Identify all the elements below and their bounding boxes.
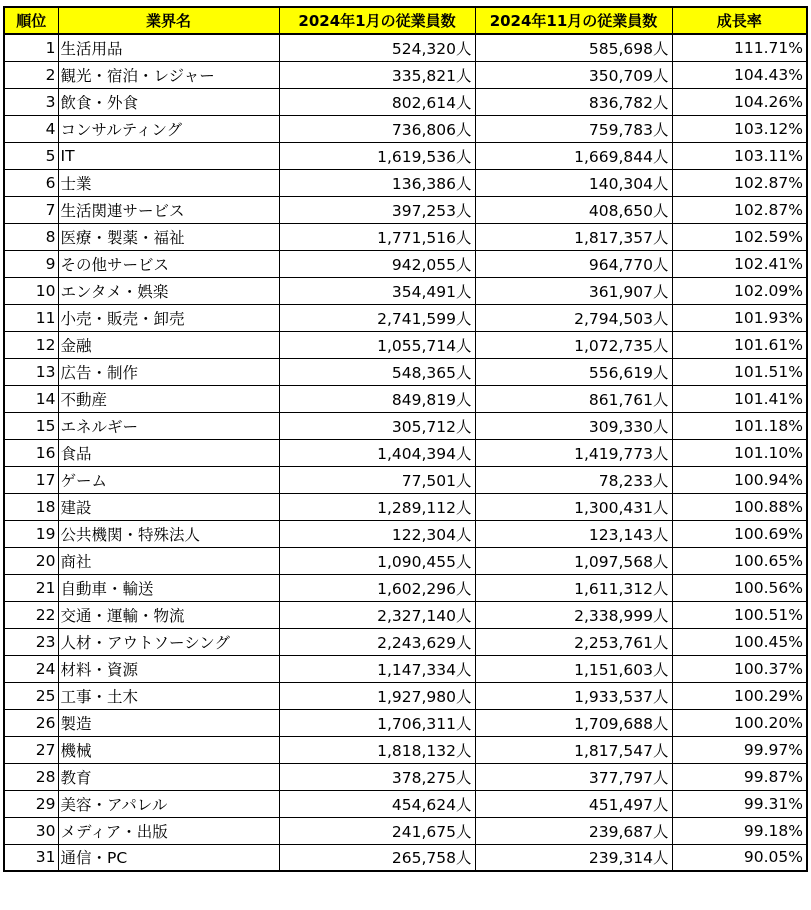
growth-rate-cell: 102.41%	[672, 250, 807, 277]
header-row	[4, 7, 807, 34]
growth-rate-cell: 100.88%	[672, 493, 807, 520]
growth-rate-cell: 99.18%	[672, 817, 807, 844]
jan-employees-cell: 122,304人	[279, 520, 475, 547]
growth-rate-cell: 104.43%	[672, 61, 807, 88]
rank-cell: 19	[4, 520, 58, 547]
industry-name-cell: 美容・アパレル	[58, 790, 279, 817]
growth-rate-cell: 100.65%	[672, 547, 807, 574]
industry-name-cell: 機械	[58, 736, 279, 763]
table-row	[4, 601, 807, 628]
growth-rate-cell: 99.97%	[672, 736, 807, 763]
table-row	[4, 358, 807, 385]
rank-cell: 5	[4, 142, 58, 169]
table-row	[4, 223, 807, 250]
rank-cell: 25	[4, 682, 58, 709]
nov-employees-cell: 1,669,844人	[475, 142, 672, 169]
industry-name-cell: 広告・制作	[58, 358, 279, 385]
nov-employees-cell: 556,619人	[475, 358, 672, 385]
industry-name-cell: 建設	[58, 493, 279, 520]
jan-employees-cell: 1,147,334人	[279, 655, 475, 682]
industry-name-cell: エンタメ・娯楽	[58, 277, 279, 304]
rank-cell: 6	[4, 169, 58, 196]
rank-cell: 29	[4, 790, 58, 817]
nov-employees-cell: 2,253,761人	[475, 628, 672, 655]
jan-employees-cell: 335,821人	[279, 61, 475, 88]
growth-rate-cell: 101.10%	[672, 439, 807, 466]
growth-rate-cell: 111.71%	[672, 34, 807, 61]
rank-cell: 18	[4, 493, 58, 520]
jan-employees-cell: 802,614人	[279, 88, 475, 115]
table-row	[4, 61, 807, 88]
rank-cell: 7	[4, 196, 58, 223]
rank-cell: 14	[4, 385, 58, 412]
table-row	[4, 169, 807, 196]
jan-employees-cell: 1,404,394人	[279, 439, 475, 466]
jan-employees-cell: 354,491人	[279, 277, 475, 304]
jan-employees-cell: 1,706,311人	[279, 709, 475, 736]
growth-rate-cell: 102.59%	[672, 223, 807, 250]
jan-employees-cell: 241,675人	[279, 817, 475, 844]
table-row	[4, 142, 807, 169]
nov-employees-cell: 451,497人	[475, 790, 672, 817]
nov-employees-cell: 964,770人	[475, 250, 672, 277]
rank-cell: 24	[4, 655, 58, 682]
growth-rate-cell: 101.61%	[672, 331, 807, 358]
rank-cell: 8	[4, 223, 58, 250]
industry-name-cell: メディア・出版	[58, 817, 279, 844]
industry-name-cell: 小売・販売・卸売	[58, 304, 279, 331]
growth-rate-cell: 101.41%	[672, 385, 807, 412]
jan-employees-cell: 1,090,455人	[279, 547, 475, 574]
industry-name-cell: エネルギー	[58, 412, 279, 439]
nov-employees-cell: 350,709人	[475, 61, 672, 88]
industry-name-cell: 人材・アウトソーシング	[58, 628, 279, 655]
jan-employees-cell: 397,253人	[279, 196, 475, 223]
table-row	[4, 682, 807, 709]
growth-rate-cell: 102.87%	[672, 169, 807, 196]
industry-name-cell: ゲーム	[58, 466, 279, 493]
industry-name-cell: 医療・製薬・福祉	[58, 223, 279, 250]
nov-employees-cell: 78,233人	[475, 466, 672, 493]
nov-employees-cell: 1,817,357人	[475, 223, 672, 250]
table-row	[4, 817, 807, 844]
table-row	[4, 844, 807, 871]
jan-employees-cell: 1,602,296人	[279, 574, 475, 601]
jan-employees-cell: 265,758人	[279, 844, 475, 871]
industry-name-cell: 生活関連サービス	[58, 196, 279, 223]
growth-rate-cell: 100.45%	[672, 628, 807, 655]
table-row	[4, 547, 807, 574]
table-row	[4, 763, 807, 790]
rank-cell: 21	[4, 574, 58, 601]
nov-employees-cell: 836,782人	[475, 88, 672, 115]
nov-employees-cell: 2,794,503人	[475, 304, 672, 331]
rank-cell: 12	[4, 331, 58, 358]
jan-employees-cell: 1,619,536人	[279, 142, 475, 169]
industry-name-cell: 製造	[58, 709, 279, 736]
rank-cell: 16	[4, 439, 58, 466]
table-row	[4, 196, 807, 223]
industry-name-cell: 工事・土木	[58, 682, 279, 709]
table-row	[4, 412, 807, 439]
header-industry: 業界名	[58, 7, 279, 34]
table-body	[4, 34, 807, 871]
header-nov-employees: 2024年11月の従業員数	[475, 7, 672, 34]
nov-employees-cell: 1,072,735人	[475, 331, 672, 358]
rank-cell: 31	[4, 844, 58, 871]
nov-employees-cell: 1,611,312人	[475, 574, 672, 601]
table-row	[4, 34, 807, 61]
growth-rate-cell: 100.56%	[672, 574, 807, 601]
growth-rate-cell: 100.37%	[672, 655, 807, 682]
jan-employees-cell: 736,806人	[279, 115, 475, 142]
rank-cell: 4	[4, 115, 58, 142]
header-jan-employees: 2024年1月の従業員数	[279, 7, 475, 34]
rank-cell: 27	[4, 736, 58, 763]
header-growth-rate: 成長率	[672, 7, 807, 34]
nov-employees-cell: 1,300,431人	[475, 493, 672, 520]
industry-name-cell: 飲食・外食	[58, 88, 279, 115]
industry-growth-table	[3, 6, 808, 872]
growth-rate-cell: 99.31%	[672, 790, 807, 817]
nov-employees-cell: 2,338,999人	[475, 601, 672, 628]
rank-cell: 10	[4, 277, 58, 304]
jan-employees-cell: 77,501人	[279, 466, 475, 493]
growth-rate-cell: 99.87%	[672, 763, 807, 790]
table-row	[4, 385, 807, 412]
industry-name-cell: 金融	[58, 331, 279, 358]
jan-employees-cell: 1,818,132人	[279, 736, 475, 763]
jan-employees-cell: 1,289,112人	[279, 493, 475, 520]
growth-rate-cell: 103.12%	[672, 115, 807, 142]
growth-rate-cell: 100.29%	[672, 682, 807, 709]
rank-cell: 15	[4, 412, 58, 439]
header-rank: 順位	[4, 7, 58, 34]
nov-employees-cell: 1,817,547人	[475, 736, 672, 763]
nov-employees-cell: 585,698人	[475, 34, 672, 61]
nov-employees-cell: 1,151,603人	[475, 655, 672, 682]
table-row	[4, 493, 807, 520]
rank-cell: 1	[4, 34, 58, 61]
industry-name-cell: 教育	[58, 763, 279, 790]
jan-employees-cell: 548,365人	[279, 358, 475, 385]
nov-employees-cell: 140,304人	[475, 169, 672, 196]
rank-cell: 2	[4, 61, 58, 88]
jan-employees-cell: 2,741,599人	[279, 304, 475, 331]
jan-employees-cell: 524,320人	[279, 34, 475, 61]
nov-employees-cell: 408,650人	[475, 196, 672, 223]
table-row	[4, 115, 807, 142]
nov-employees-cell: 239,687人	[475, 817, 672, 844]
table-row	[4, 709, 807, 736]
table-header	[4, 7, 807, 34]
jan-employees-cell: 1,927,980人	[279, 682, 475, 709]
jan-employees-cell: 1,055,714人	[279, 331, 475, 358]
jan-employees-cell: 305,712人	[279, 412, 475, 439]
industry-name-cell: 不動産	[58, 385, 279, 412]
growth-rate-cell: 101.18%	[672, 412, 807, 439]
table-row	[4, 466, 807, 493]
rank-cell: 11	[4, 304, 58, 331]
nov-employees-cell: 361,907人	[475, 277, 672, 304]
jan-employees-cell: 378,275人	[279, 763, 475, 790]
nov-employees-cell: 1,097,568人	[475, 547, 672, 574]
growth-rate-cell: 101.51%	[672, 358, 807, 385]
growth-rate-cell: 100.94%	[672, 466, 807, 493]
industry-name-cell: その他サービス	[58, 250, 279, 277]
table-row	[4, 790, 807, 817]
rank-cell: 22	[4, 601, 58, 628]
industry-name-cell: 材料・資源	[58, 655, 279, 682]
industry-name-cell: 通信・PC	[58, 844, 279, 871]
table-row	[4, 520, 807, 547]
industry-name-cell: IT	[58, 142, 279, 169]
table-row	[4, 88, 807, 115]
growth-rate-cell: 90.05%	[672, 844, 807, 871]
rank-cell: 28	[4, 763, 58, 790]
table-row	[4, 628, 807, 655]
growth-rate-cell: 102.09%	[672, 277, 807, 304]
industry-name-cell: 観光・宿泊・レジャー	[58, 61, 279, 88]
industry-name-cell: 士業	[58, 169, 279, 196]
jan-employees-cell: 942,055人	[279, 250, 475, 277]
industry-name-cell: 商社	[58, 547, 279, 574]
industry-name-cell: コンサルティング	[58, 115, 279, 142]
rank-cell: 20	[4, 547, 58, 574]
rank-cell: 30	[4, 817, 58, 844]
table-row	[4, 331, 807, 358]
growth-rate-cell: 102.87%	[672, 196, 807, 223]
nov-employees-cell: 123,143人	[475, 520, 672, 547]
nov-employees-cell: 239,314人	[475, 844, 672, 871]
nov-employees-cell: 759,783人	[475, 115, 672, 142]
jan-employees-cell: 1,771,516人	[279, 223, 475, 250]
growth-rate-cell: 100.51%	[672, 601, 807, 628]
rank-cell: 26	[4, 709, 58, 736]
industry-name-cell: 自動車・輸送	[58, 574, 279, 601]
jan-employees-cell: 454,624人	[279, 790, 475, 817]
table-row	[4, 574, 807, 601]
growth-rate-cell: 100.20%	[672, 709, 807, 736]
growth-rate-cell: 103.11%	[672, 142, 807, 169]
nov-employees-cell: 1,933,537人	[475, 682, 672, 709]
rank-cell: 17	[4, 466, 58, 493]
nov-employees-cell: 309,330人	[475, 412, 672, 439]
industry-name-cell: 生活用品	[58, 34, 279, 61]
table-row	[4, 655, 807, 682]
table-row	[4, 304, 807, 331]
nov-employees-cell: 861,761人	[475, 385, 672, 412]
growth-rate-cell: 101.93%	[672, 304, 807, 331]
jan-employees-cell: 136,386人	[279, 169, 475, 196]
growth-rate-cell: 104.26%	[672, 88, 807, 115]
nov-employees-cell: 1,419,773人	[475, 439, 672, 466]
rank-cell: 13	[4, 358, 58, 385]
rank-cell: 9	[4, 250, 58, 277]
nov-employees-cell: 1,709,688人	[475, 709, 672, 736]
rank-cell: 23	[4, 628, 58, 655]
table-row	[4, 250, 807, 277]
nov-employees-cell: 377,797人	[475, 763, 672, 790]
growth-rate-cell: 100.69%	[672, 520, 807, 547]
jan-employees-cell: 2,243,629人	[279, 628, 475, 655]
table-row	[4, 277, 807, 304]
table-row	[4, 439, 807, 466]
rank-cell: 3	[4, 88, 58, 115]
industry-name-cell: 交通・運輸・物流	[58, 601, 279, 628]
jan-employees-cell: 2,327,140人	[279, 601, 475, 628]
table-row	[4, 736, 807, 763]
jan-employees-cell: 849,819人	[279, 385, 475, 412]
industry-name-cell: 公共機関・特殊法人	[58, 520, 279, 547]
industry-name-cell: 食品	[58, 439, 279, 466]
